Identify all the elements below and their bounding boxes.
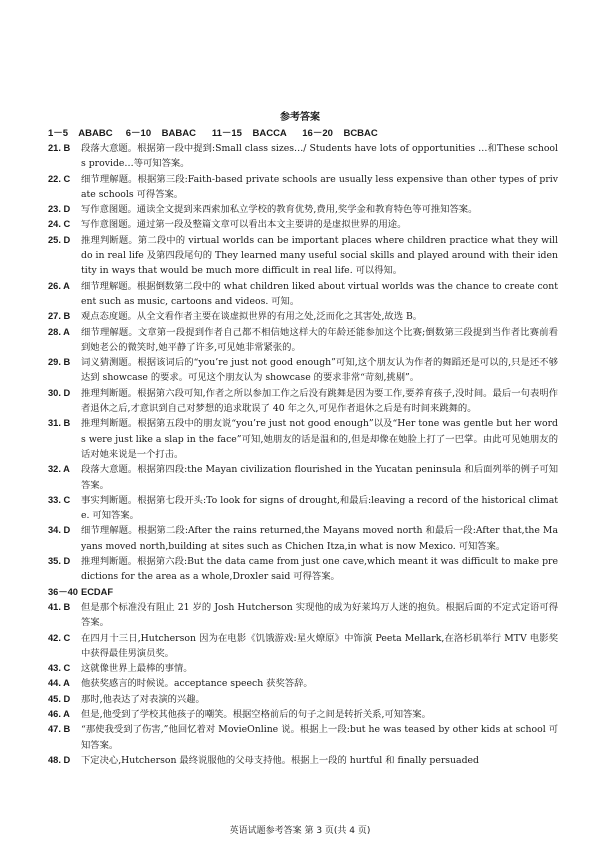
answer-item	[48, 355, 558, 386]
answer-item	[48, 172, 558, 203]
explanation-text: 写作意图题。通读全文提到来西索加私立学校的教育优势,费用,奖学金和教育特色等可推知答案。	[81, 204, 478, 216]
question-number: 24. C	[48, 219, 71, 230]
question-number: 33. C	[48, 494, 71, 505]
explanation-text: 细节理解题。根据第二段:After the rains returned,the Mayans moved north 和最后一段:After that,the Mayans moved north,building at sites such as Chichen Itza,in what is now Mexico. 可知答案。	[81, 525, 558, 552]
answer-item	[48, 279, 558, 310]
answer-item	[48, 325, 558, 356]
answer-item	[48, 661, 558, 676]
explanation-text: 推理判断题。第二段中的 virtual worlds can be important places where children practice what they will do in real life 及第四段尾句的 They learned many useful social skills and played around with their identity in ways that would be much more difficult in real life. 可以得知。	[81, 234, 558, 277]
answer-item	[48, 753, 558, 768]
question-number: 44. A	[48, 678, 70, 689]
explanation-text: 写作意图题。通过第一段及整篇文章可以看出本文主要讲的是虚拟世界的用途。	[81, 219, 407, 231]
answer-item	[48, 309, 558, 324]
question-number: 32. A	[48, 464, 70, 475]
answer-item	[48, 386, 558, 417]
answer-item	[48, 554, 558, 585]
question-number: 48. D	[48, 754, 71, 765]
page-title: 参考答案	[280, 112, 320, 123]
answer-item	[48, 692, 558, 707]
explanation-text: 细节理解题。根据第三段:Faith-based private schools are usually less expensive than other types of private schools 可得答案。	[81, 173, 558, 200]
answer-item	[48, 600, 558, 631]
explanation-text: 段落大意题。根据第一段中提到:Small class sizes…/ Students have lots of opportunities …和These schools provide…等可知答案。	[81, 143, 558, 170]
answer-item	[48, 722, 558, 753]
question-number: 47. B	[48, 724, 71, 735]
question-number: 45. D	[48, 693, 71, 704]
answer-item	[48, 141, 558, 172]
question-number: 29. B	[48, 357, 71, 368]
explanation-text: 推理判断题。根据第五段中的朋友说“you’re just not good enough”以及“Her tone was gentle but her words were just like a slap in the face”可知,她朋友的话是温和的,但是却像在她脸上打了一巴掌。由此可见她朋友的话对她来说是一个打击。	[81, 418, 558, 460]
answer-item	[48, 676, 558, 691]
explanation-text: 观点态度题。从全文看作者主要在谈虚拟世界的有用之处,泛而化之其害处,故选 B。	[81, 311, 423, 323]
multiple-choice-answer-line: 1－5 ABABC 6－10 BABAC 11－15 BACCA 16－20 BCBAC	[48, 128, 378, 139]
question-number: 42. C	[48, 632, 71, 643]
answer-item	[48, 233, 558, 279]
question-number: 23. D	[48, 204, 71, 215]
question-number: 28. A	[48, 326, 70, 337]
question-number: 22. C	[48, 173, 71, 184]
answer-item	[48, 217, 558, 232]
question-number: 43. C	[48, 663, 71, 674]
question-number: 35. D	[48, 556, 71, 567]
question-number: 41. B	[48, 601, 71, 612]
answer-item	[48, 523, 558, 554]
answer-item	[48, 585, 558, 600]
explanation-text: 词义猜测题。根据该词后的“you’re just not good enough”可知,这个朋友认为作者的舞蹈还是可以的,只是还不够达到 showcase 的要求。可见这个朋友认为 showcase 的要求非常“苛刻,挑剔”。	[81, 357, 558, 384]
answer-item	[48, 416, 558, 462]
explanation-text: “那使我受到了伤害,”他回忆着对 MovieOnline 说。根据上一段:but he was teased by other kids at school 可知答案。	[81, 724, 558, 751]
explanation-text: 但是,他受到了学校其他孩子的嘲笑。根据空格前后的句子之间是转折关系,可知答案。	[81, 708, 431, 720]
question-number: 30. D	[48, 387, 71, 398]
explanation-text: 但是那个标准没有阻止 21 岁的 Josh Hutcherson 实现他的成为好莱坞万人迷的抱负。根据后面的不定式定语可得答案。	[81, 601, 558, 629]
answer-item	[48, 462, 558, 493]
explanation-text: 他获奖感言的时候说。acceptance speech 获奖答辞。	[81, 678, 313, 690]
answer-item	[48, 493, 558, 524]
question-number: 36－40	[48, 586, 78, 597]
explanation-text: 在四月十三日,Hutcherson 因为在电影《饥饿游戏:星火燎原》中饰演 Peeta Mellark,在洛杉矶举行 MTV 电影奖中获得最佳男演员奖。	[81, 632, 558, 659]
question-number: 27. B	[48, 311, 71, 322]
answer-item	[48, 202, 558, 217]
question-number: 21. B	[48, 143, 71, 153]
answer-item	[48, 707, 558, 722]
explanation-text: 这就像世界上最棒的事情。	[81, 663, 193, 675]
explanation-text: 推理判断题。根据第六段可知,作者之所以参加工作之后没有跳舞是因为要工作,要养育孩子,没时间。最后一句表明作者退休之后,才意识到自己对梦想的追求耽误了 40 年之久,可见作者退休之后是有时间来跳舞的。	[81, 387, 558, 415]
answer-explanation-list	[48, 141, 558, 768]
explanation-text: 事实判断题。根据第七段开头:To look for signs of drought,和最后:leaving a record of the historical climate. 可知答案。	[81, 494, 558, 522]
explanation-text: 那时,他表达了对表演的兴趣。	[81, 693, 205, 705]
question-number: 25. D	[48, 234, 71, 245]
explanation-text: 推理判断题。根据第六段:But the data came from just one cave,which meant it was difficult to make predictions for the area as a whole,Droxler said 可得答案。	[81, 556, 558, 583]
question-number: 26. A	[48, 280, 70, 291]
explanation-text: 细节理解题。根据倒数第二段中的 what children liked about virtual worlds was the chance to create content such as music, cartoons and videos. 可知。	[81, 280, 558, 307]
page-footer: 英语试题参考答案 第 3 页(共 4 页)	[229, 826, 371, 836]
answer-item	[48, 631, 558, 662]
question-number: 34. D	[48, 525, 71, 536]
explanation-text: 段落大意题。根据第四段:the Mayan civilization flourished in the Yucatan peninsula 和后面列举的例子可知答案。	[81, 464, 558, 491]
explanation-text: ECDAF	[81, 586, 114, 597]
question-number: 31. B	[48, 418, 71, 429]
question-number: 46. A	[48, 708, 70, 719]
explanation-text: 下定决心,Hutcherson 最终说服他的父母支持他。根据上一段的 hurtful 和 finally persuaded	[81, 754, 479, 766]
explanation-text: 细节理解题。文章第一段提到作者自己都不相信她这样大的年龄还能参加这个比赛;倒数第三段提到当作者比赛前看到她老公的微笑时,她平静了许多,可见她非常紧张的。	[81, 326, 558, 353]
